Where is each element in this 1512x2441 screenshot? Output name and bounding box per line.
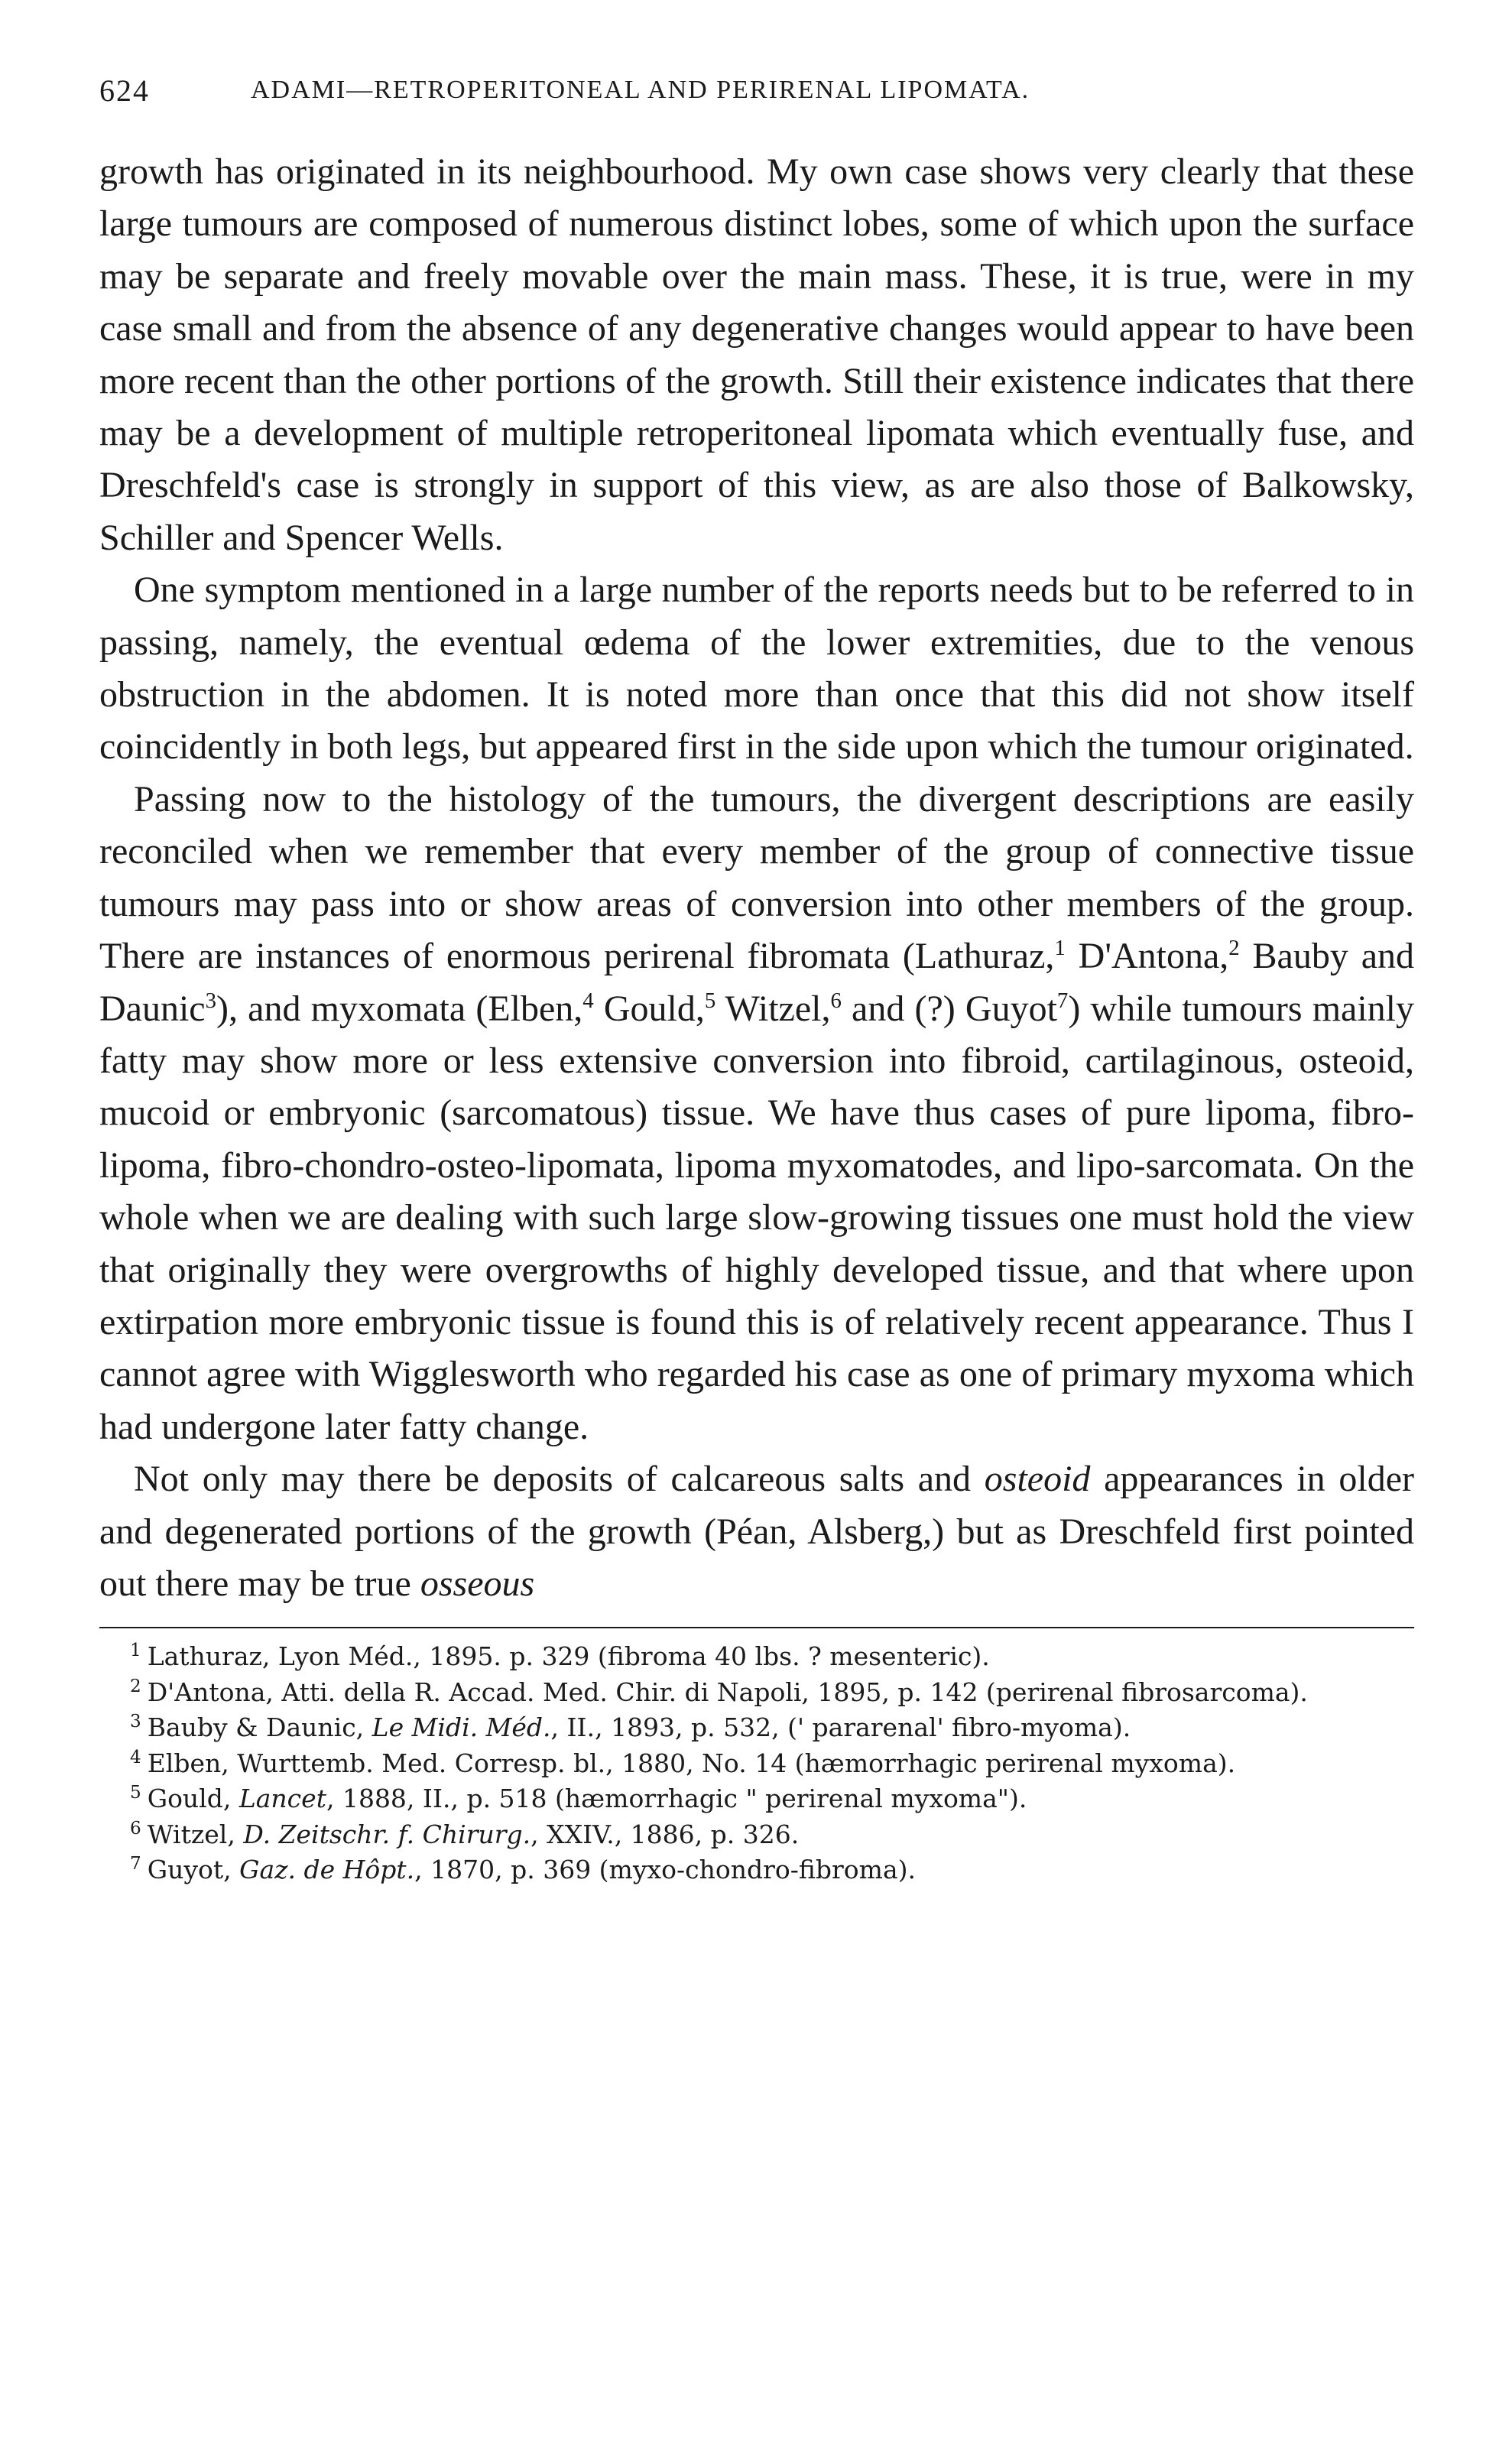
emphasis: osseous [420, 1563, 535, 1604]
footnote-number: 3 [130, 1712, 141, 1732]
body-text [99, 146, 1414, 1610]
paragraph-4-text: Not only may there be deposits of calcareous salts and [134, 1459, 985, 1500]
footnote-ref: 3 [205, 988, 217, 1013]
page [99, 73, 1414, 1888]
page-number: 624 [99, 73, 150, 108]
paragraph-3-text: Passing now to the histology of the tumours, the divergent descriptions are easily reconciled when we remember that every member of the group of connective tissue tumours may pass into or show areas of conversion into other members of the group. There are instances of enormous perirenal fibromata (Lathuraz, [99, 778, 1414, 977]
footnote-1 [99, 1639, 1414, 1675]
paragraph-3-text: Bauby and Daunic [99, 936, 1414, 1029]
footnote-text: , XXIV., 1886, p. 326. [530, 1819, 800, 1849]
paragraph-3 [99, 774, 1414, 1453]
footnote-text: Bauby & Daunic, [147, 1712, 372, 1743]
footnote-text: , 1888, II., p. 518 (hæmorrhagic " perirenal myxoma"). [326, 1784, 1027, 1814]
paragraph-3-text: ), and myxomata (Elben, [216, 988, 583, 1029]
footnote-ref: 1 [1054, 936, 1066, 961]
footnote-ref: 5 [704, 988, 716, 1013]
emphasis: osteoid [984, 1459, 1091, 1500]
footnote-3 [99, 1710, 1414, 1746]
paragraph-3-text: ) while tumours mainly fatty may show more or less extensive conversion into fibroid, cartilaginous, osteoid, mucoid or embryonic (sarcomatous) tissue. We have thus cases of pure lipoma, fibro-lipoma, fibro-chondro-osteo-lipomata, lipoma myxomatodes, and lipo-sarcomata. On the whole when we are dealing with such large slow-growing tissues one must hold the view that originally they were overgrowths of highly developed tissue, and that where upon extirpation more embryonic tissue is found this is of relatively recent appearance. Thus I cannot agree with Wigglesworth who regarded his case as one of primary myxoma which had undergone later fatty change. [99, 988, 1415, 1447]
footnote-4 [99, 1746, 1414, 1782]
footnotes [99, 1639, 1414, 1888]
footnote-number: 1 [130, 1641, 141, 1661]
footnote-2 [99, 1675, 1414, 1711]
paragraph-1: growth has originated in its neighbourhood. My own case shows very clearly that these large tumours are composed of numerous distinct lobes, some of which upon the surface may be separate and freely movable over the main mass. These, it is true, were in my case small and from the absence of any degenerative changes would appear to have been more recent than the other portions of the growth. Still their existence indicates that there may be a development of multiple retroperitoneal lipomata which eventually fuse, and Dreschfeld's case is strongly in support of this view, as are also those of Balkowsky, Schiller and Spencer Wells. [99, 151, 1414, 558]
paragraph-3-text: D'Antona, [1065, 936, 1229, 977]
paragraph-3-text: Gould, [593, 988, 705, 1029]
footnote-6 [99, 1817, 1414, 1853]
footnote-text: Lathuraz, Lyon Méd., 1895. p. 329 (fibroma 40 lbs. ? mesenteric). [147, 1641, 990, 1672]
footnote-journal: Gaz. de Hôpt. [239, 1855, 415, 1885]
footnote-ref: 2 [1228, 936, 1240, 961]
paragraph-2: One symptom mentioned in a large number of the reports needs but to be referred to in passing, namely, the eventual œdema of the lower extremities, due to the venous obstruction in the abdomen. It is noted more than once that this did not show itself coincidently in both legs, but appeared first in the side upon which the tumour originated. [99, 570, 1414, 768]
footnote-journal: D. Zeitschr. f. Chirurg. [243, 1819, 531, 1849]
footnote-text: Gould, [147, 1784, 239, 1814]
footnote-text: Witzel, [147, 1819, 244, 1849]
running-title: ADAMI—RETROPERITONEAL AND PERIRENAL LIPOMATA. [251, 76, 1030, 104]
footnote-5 [99, 1781, 1414, 1817]
footnote-divider [99, 1627, 1414, 1628]
footnote-number: 4 [130, 1747, 141, 1767]
paragraph-4 [99, 1453, 1414, 1610]
footnote-text: D'Antona, Atti. della R. Accad. Med. Chir. di Napoli, 1895, p. 142 (perirenal fibrosarcoma). [147, 1677, 1308, 1707]
footnote-ref: 4 [582, 988, 594, 1013]
footnote-ref: 7 [1056, 988, 1069, 1013]
paragraph-3-text: and (?) Guyot [841, 988, 1057, 1029]
footnote-number: 6 [130, 1818, 141, 1839]
paragraph-3-text: Witzel, [715, 988, 831, 1029]
footnote-number: 2 [130, 1676, 141, 1696]
page-header [99, 73, 1414, 122]
footnote-text: Elben, Wurttemb. Med. Corresp. bl., 1880, No. 14 (hæmorrhagic perirenal myxoma). [147, 1748, 1236, 1778]
footnote-number: 5 [130, 1783, 141, 1803]
footnote-text: , II., 1893, p. 532, (' pararenal' fibro-myoma). [550, 1712, 1131, 1743]
footnote-text: , 1870, p. 369 (myxo-chondro-fibroma). [414, 1855, 916, 1885]
footnote-journal: Le Midi. Méd. [372, 1712, 551, 1743]
footnote-ref: 6 [830, 988, 842, 1013]
footnote-journal: Lancet [238, 1784, 326, 1814]
footnote-7 [99, 1852, 1414, 1888]
footnote-number: 7 [130, 1854, 141, 1875]
paragraph-4-text: appearances in older and degenerated portions of the growth (Péan, Alsberg,) but as Dreschfeld first pointed out there may be true [99, 1459, 1414, 1604]
footnote-text: Guyot, [147, 1855, 240, 1885]
